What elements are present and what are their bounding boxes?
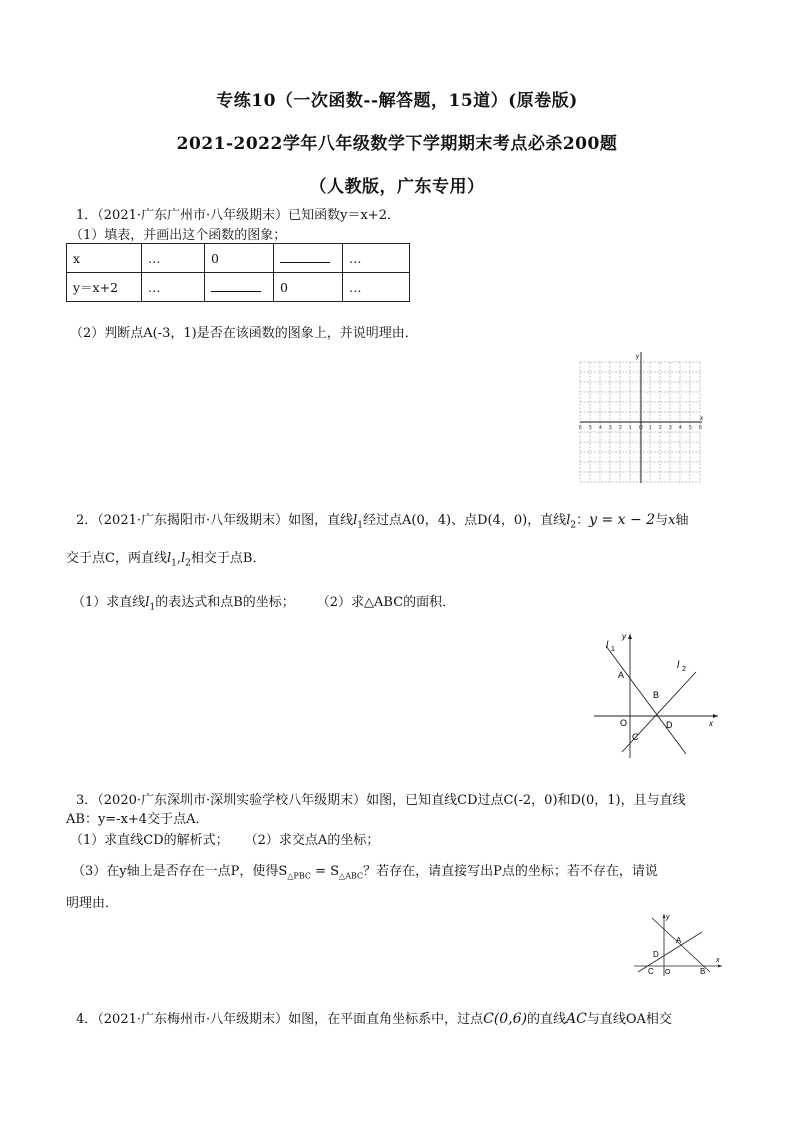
line-AB (652, 918, 710, 972)
q2-stem-text: 交于点C，两直线 (66, 551, 167, 566)
q3-part2: （2）求交点A的坐标； (244, 833, 380, 848)
area-subscript: △ABC (339, 871, 364, 881)
title-line-1: 专练10（一次函数--解答题，15道）(原卷版) (216, 91, 578, 111)
title-line-3: （人教版，广东专用） (309, 177, 485, 197)
x-tick-label: 6 (579, 425, 582, 431)
q3-figure (632, 910, 724, 978)
q2-figure (592, 628, 720, 760)
q1-fill-table (66, 243, 410, 302)
x-axis-label: x (700, 416, 703, 422)
q4-point: C(0,6) (483, 1011, 528, 1027)
x-tick-label: 3 (669, 425, 672, 431)
l1-symbol: l (353, 513, 358, 528)
q4-stem-text: 的直线 (527, 1012, 567, 1027)
label-C: C (632, 732, 639, 742)
q3-parts (70, 829, 379, 848)
l1-symbol: l (145, 595, 150, 610)
q4-stem (76, 1008, 672, 1027)
l1-subscript: 1 (171, 558, 177, 569)
table-row (67, 273, 410, 302)
q3-part1: （1）求直线CD的解析式； (70, 833, 229, 848)
table-cell: … (142, 273, 205, 302)
x-tick-label: 5 (589, 425, 592, 431)
label-A: A (676, 936, 682, 945)
q2-stem-text: 与 (655, 513, 669, 528)
x-tick-label: 6 (699, 425, 702, 431)
x-tick-label: 1 (629, 425, 632, 431)
q3-stem: 3．（2020·广东深圳市·深圳实验学校八年级期末）如图，已知直线CD过点C(-2，0)和D(0，1)，且与直线 (76, 793, 686, 808)
q2-stem (76, 509, 689, 531)
q3-part3-text: （3）在y轴上是否存在一点P，使得 (72, 864, 279, 879)
x-tick-label: O (639, 425, 643, 431)
q4-stem-text: 与直线OA相交 (586, 1012, 672, 1027)
table-cell: 0 (274, 273, 343, 302)
x-variable: x (668, 513, 676, 528)
table-cell-blank[interactable] (274, 244, 343, 273)
q2-stem-text: 相交于点B． (190, 551, 266, 566)
label-l1: l (606, 640, 609, 651)
area-symbol: S (278, 864, 288, 879)
q3-part3-text: ？若存在，请直接写出P点的坐标；若不存在，请说 (363, 864, 658, 879)
x-tick-label: 2 (619, 425, 622, 431)
x-tick-label: 1 (649, 425, 652, 431)
q2-stem-text: ： (576, 513, 590, 528)
label-B: B (700, 967, 706, 976)
q3-part3 (72, 860, 658, 881)
title-line-2: 2021-2022学年八年级数学下学期期末考点必杀200题 (176, 134, 618, 154)
q4-line-ac: AC (566, 1011, 587, 1027)
label-O: O (665, 969, 671, 976)
table-cell: y＝x+2 (67, 273, 142, 302)
q2-parts (72, 591, 455, 613)
label-x: x (709, 719, 713, 728)
table-row (67, 244, 410, 273)
l1-symbol: l (166, 551, 172, 566)
x-tick-label: 3 (609, 425, 612, 431)
label-A: A (618, 670, 625, 680)
label-C: C (648, 967, 654, 976)
l1-subscript: 1 (357, 520, 364, 531)
label-D: D (653, 950, 659, 959)
label-y: y (622, 632, 626, 641)
label-D: D (666, 720, 673, 730)
comma: , (176, 551, 181, 566)
area-symbol: S (330, 864, 340, 879)
l2-subscript: 2 (570, 520, 577, 531)
q2-stem-text: 经过点A(0，4)、点D(4，0)，直线 (363, 513, 567, 528)
l1-subscript: 1 (149, 602, 156, 613)
x-tick-label: 4 (679, 425, 682, 431)
l2-subscript: 2 (185, 558, 191, 569)
label-y: y (666, 914, 670, 921)
q2-stem-line2 (66, 547, 265, 569)
y-axis-label: y (636, 354, 639, 360)
q1-stem: 1．（2021·广东广州市·八年级期末）已知函数y＝x+2． (76, 208, 400, 223)
q3-part3-line2: 明理由． (66, 896, 119, 911)
table-cell: x (67, 244, 142, 273)
area-subscript: △PBC (287, 871, 311, 881)
equals-sign: = (310, 864, 331, 879)
table-cell: 0 (205, 244, 274, 273)
q1-part1: （1）填表，并画出这个函数的图象； (70, 228, 287, 243)
x-tick-label: 2 (659, 425, 662, 431)
q1-part2: （2）判断点A(-3，1)是否在该函数的图象上，并说明理由． (70, 326, 418, 341)
q2-equation: y = x − 2 (589, 512, 656, 528)
l2-symbol: l (181, 551, 186, 566)
q2-stem-text: 2．（2021·广东揭阳市·八年级期末）如图，直线 (76, 513, 354, 528)
label-O: O (620, 718, 628, 728)
label-x: x (716, 957, 720, 964)
label-B: B (653, 690, 660, 700)
q2-part2: （2）求△ABC的面积． (316, 595, 456, 610)
x-tick-label: 5 (689, 425, 692, 431)
q2-stem-text: 轴 (675, 513, 689, 528)
table-cell: … (343, 244, 410, 273)
q2-part1-text: （1）求直线 (72, 595, 146, 610)
q4-stem-text: 4．（2021·广东梅州市·八年级期末）如图，在平面直角坐标系中，过点 (76, 1012, 484, 1027)
l2-symbol: l (566, 513, 571, 528)
q2-part1-text: 的表达式和点B的坐标； (155, 595, 295, 610)
q1-coordinate-grid (572, 350, 706, 485)
label-l2: l (677, 660, 680, 671)
q3-stem-line2: AB：y=-x+4交于点A． (66, 812, 209, 827)
label-l2-sub: 2 (682, 666, 686, 673)
table-cell-blank[interactable] (205, 273, 274, 302)
table-cell: … (142, 244, 205, 273)
x-tick-label: 4 (599, 425, 602, 431)
label-l1-sub: 1 (611, 646, 615, 653)
table-cell: … (343, 273, 410, 302)
line-l1 (606, 646, 686, 754)
